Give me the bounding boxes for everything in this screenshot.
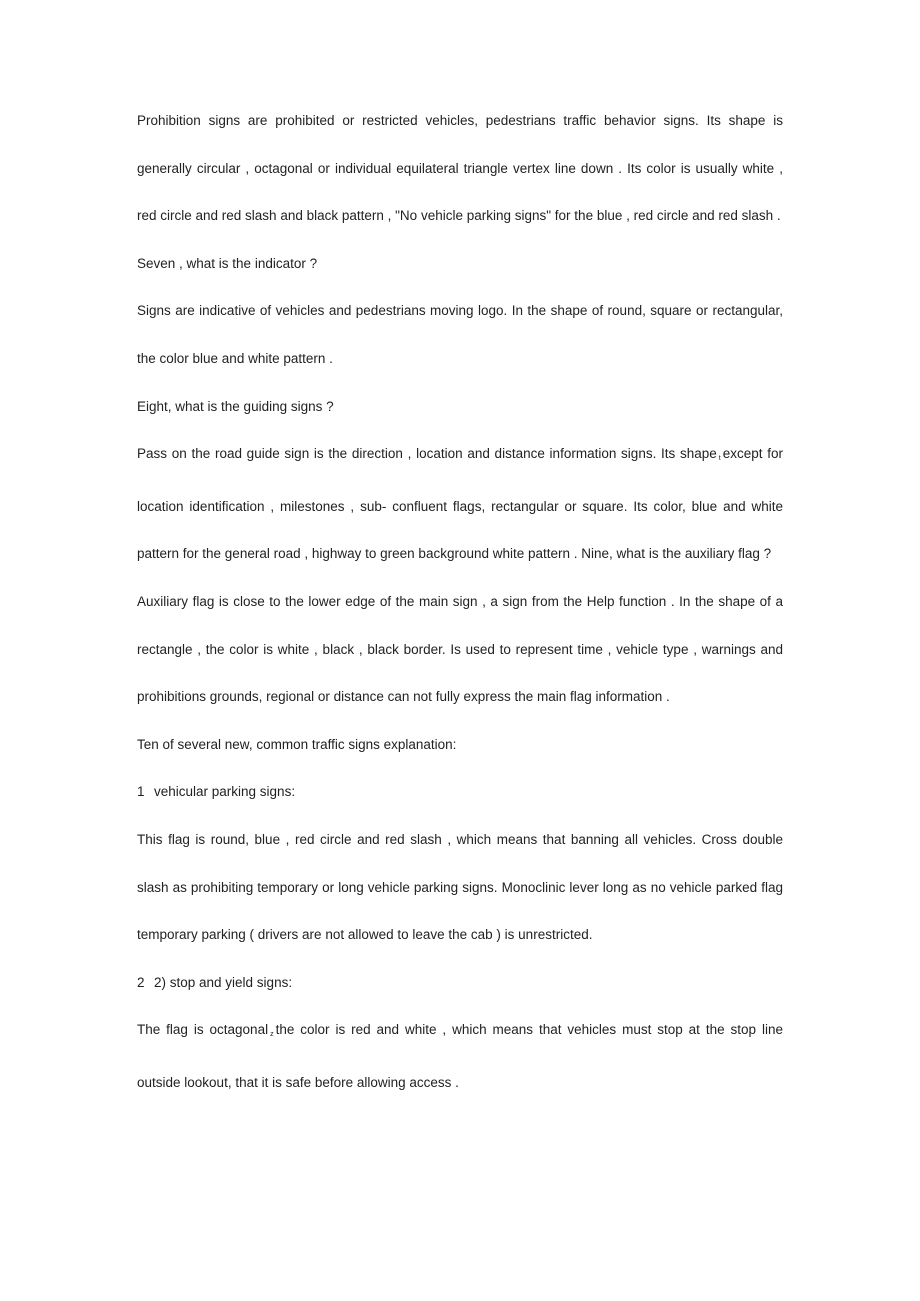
- list-number: 1: [137, 784, 145, 800]
- subscript-mark: t: [718, 455, 721, 463]
- stop-text-part-1: The flag is octagonal: [137, 1022, 269, 1038]
- document-body: [137, 97, 783, 1106]
- stop-text-part-2: the color is red and white , which means that vehicles must stop at the stop line outside lookout, that it is safe before allowing access .: [137, 1022, 783, 1090]
- subscript-mark: z: [270, 1031, 274, 1039]
- paragraph-guiding-signs: [137, 430, 783, 578]
- paragraph-indicator-signs: Signs are indicative of vehicles and pedestrians moving logo. In the shape of round, square or rectangular, the color blue and white pattern .: [137, 303, 783, 366]
- heading-seven-indicator: Seven , what is the indicator ?: [137, 255, 318, 271]
- guiding-text-part-1: Pass on the road guide sign is the direction , location and distance information signs. Its shape: [137, 446, 717, 462]
- list-item-label: 2) stop and yield signs:: [154, 974, 293, 990]
- paragraph-parking-signs: This flag is round, blue , red circle and red slash , which means that banning all vehicles. Cross double slash as prohibiting temporary or long vehicle parking signs. Monoclinic lever long as no vehicle parked flag temporary parking ( drivers are not allowed to leave the cab ) is unrestricted.: [137, 831, 783, 943]
- list-item-2-title: [137, 959, 783, 1007]
- list-number: 2: [137, 974, 145, 990]
- paragraph-stop-yield-signs: [137, 1006, 783, 1106]
- list-item-label: vehicular parking signs:: [154, 784, 296, 800]
- heading-ten-new-signs: Ten of several new, common traffic signs explanation:: [137, 736, 457, 752]
- heading-eight-guiding-signs: Eight, what is the guiding signs ?: [137, 398, 334, 414]
- paragraph-auxiliary-flag: Auxiliary flag is close to the lower edge of the main sign , a sign from the Help function . In the shape of a rectangle , the color is white , black , black border. Is used to represent time , vehicle type , warnings and prohibitions grounds, regional or distance can not fully express the main flag information .: [137, 593, 783, 705]
- list-item-1-title: [137, 768, 783, 816]
- paragraph-prohibition-signs: Prohibition signs are prohibited or restricted vehicles, pedestrians traffic behavior signs. Its shape is generally circular , octagonal or individual equilateral triangle vertex line down . Its color is usually white , red circle and red slash and black pattern , "No vehicle parking signs" for the blue , red circle and red slash .: [137, 113, 783, 224]
- guiding-text-part-2: except for location identification , milestones , sub- confluent flags, rectangular or square. Its color, blue and white pattern for the general road , highway to green background white pattern . Nine, what is the auxiliary flag ?: [137, 446, 783, 562]
